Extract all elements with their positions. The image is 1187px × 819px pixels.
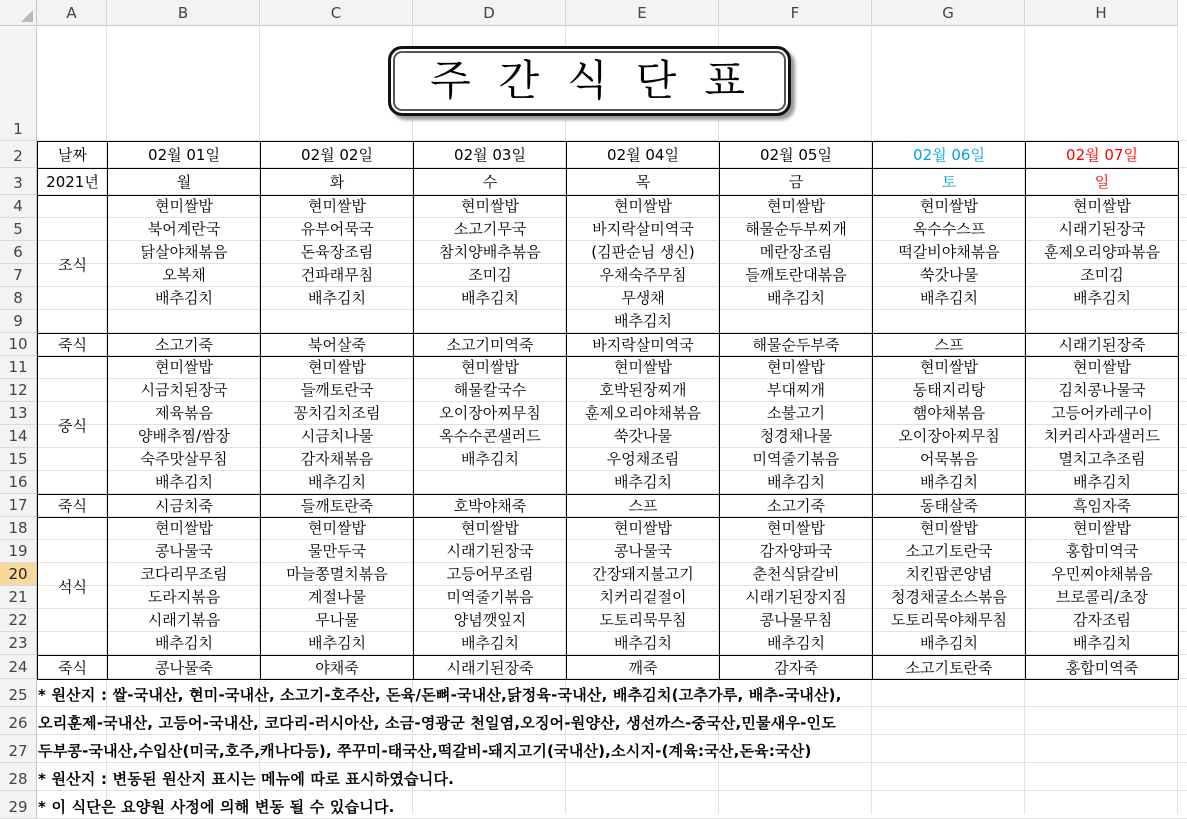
row-number: 25 xyxy=(8,686,28,704)
column-header-g[interactable]: G xyxy=(872,0,1025,26)
breakfast-item[interactable]: 우채숙주무침 xyxy=(599,266,687,284)
porridge2-item[interactable]: 들깨토란죽 xyxy=(260,494,414,518)
row-number: 15 xyxy=(8,450,28,468)
breakfast-item[interactable]: 현미쌀밥 xyxy=(461,197,519,215)
porridge1-item[interactable]: 시래기된장죽 xyxy=(1025,333,1179,357)
gridline-h xyxy=(37,734,1187,735)
lunch-item[interactable]: 김치콩나물국 xyxy=(1058,381,1146,399)
lunch-label-cell[interactable]: 중식 xyxy=(37,356,108,495)
weekday-cell-5[interactable]: 금 xyxy=(719,168,873,196)
lunch-item[interactable]: 햄야채볶음 xyxy=(912,404,986,422)
lunch-item[interactable]: 호박된장찌개 xyxy=(599,381,687,399)
date-cell-2[interactable]: 02월 02일 xyxy=(260,141,414,169)
dinner-item[interactable]: 양념깻잎지 xyxy=(453,611,527,629)
dinner-item[interactable]: 시래기된장국 xyxy=(446,542,534,560)
breakfast-item[interactable]: 배추김치 xyxy=(1073,289,1131,307)
dinner-item[interactable]: 무나물 xyxy=(315,611,359,629)
row-number: 2 xyxy=(13,147,23,165)
lunch-item[interactable]: 제육볶음 xyxy=(155,404,213,422)
row-number: 13 xyxy=(8,404,28,422)
porridge2-item[interactable]: 스프 xyxy=(566,494,720,518)
breakfast-item[interactable]: 시래기된장국 xyxy=(1058,220,1146,238)
dinner-item[interactable]: 고등어무조림 xyxy=(446,565,534,583)
breakfast-item[interactable]: 배추김치 xyxy=(767,289,825,307)
lunch-item[interactable]: 배추김치 xyxy=(155,473,213,491)
column-header-b[interactable]: B xyxy=(107,0,260,26)
row-header-21[interactable] xyxy=(0,586,37,609)
breakfast-item[interactable]: 배추김치 xyxy=(155,289,213,307)
row-header-18[interactable] xyxy=(0,517,37,540)
breakfast-item[interactable]: 배추김치 xyxy=(461,289,519,307)
row-header-4[interactable] xyxy=(0,195,37,218)
row-number: 10 xyxy=(8,335,28,353)
breakfast-item[interactable]: 해물순두부찌개 xyxy=(745,220,847,238)
lunch-item[interactable]: 현미쌀밥 xyxy=(920,358,978,376)
row-header-8[interactable] xyxy=(0,287,37,310)
lunch-item[interactable]: 고등어카레구이 xyxy=(1051,404,1153,422)
row-number: 7 xyxy=(13,266,23,284)
dinner-item[interactable]: 현미쌀밥 xyxy=(614,519,672,537)
row-number: 24 xyxy=(8,658,28,676)
lunch-item[interactable]: 현미쌀밥 xyxy=(461,358,519,376)
dinner-item[interactable]: 시래기된장지짐 xyxy=(745,588,847,606)
lunch-item[interactable]: 배추김치 xyxy=(308,473,366,491)
row-header-1[interactable] xyxy=(0,27,37,141)
row-header-20[interactable] xyxy=(0,563,37,586)
lunch-item[interactable]: 우엉채조림 xyxy=(606,450,680,468)
row-number: 8 xyxy=(13,289,23,307)
dinner-item[interactable]: 브로콜리/초장 xyxy=(1056,588,1148,606)
row-number: 19 xyxy=(8,542,28,560)
lunch-item[interactable]: 해물칼국수 xyxy=(453,381,527,399)
row-number: 1 xyxy=(13,120,23,138)
breakfast-item[interactable]: 쑥갓나물 xyxy=(920,266,978,284)
row-number: 18 xyxy=(8,519,28,537)
lunch-item[interactable]: 현미쌀밥 xyxy=(155,358,213,376)
row-header-24[interactable] xyxy=(0,655,37,679)
change-notice: * 이 식단은 요양원 사정에 의해 변동 될 수 있습니다. xyxy=(38,798,395,816)
dinner-item[interactable]: 콩나물무침 xyxy=(759,611,833,629)
breakfast-item[interactable]: 배추김치 xyxy=(308,289,366,307)
dinner-item[interactable]: 배추김치 xyxy=(920,634,978,652)
row-number: 11 xyxy=(8,358,28,376)
row-header-9[interactable] xyxy=(0,310,37,333)
row-number: 20 xyxy=(8,565,28,583)
origin-note-2: 오리훈제-국내산, 고등어-국내산, 코다리-러시아산, 소금-영광군 천일염,오징어-원양산, 생선까스-중국산,민물새우-인도 xyxy=(38,714,836,732)
column-header-h[interactable]: H xyxy=(1025,0,1178,26)
lunch-item[interactable]: 숙주맛살무침 xyxy=(140,450,228,468)
lunch-item[interactable]: 현미쌀밥 xyxy=(614,358,672,376)
lunch-item[interactable]: 치커리사과샐러드 xyxy=(1044,427,1160,445)
row-header-12[interactable] xyxy=(0,379,37,402)
row-header-27[interactable] xyxy=(0,735,37,763)
lunch-item[interactable]: 현미쌀밥 xyxy=(1073,358,1131,376)
porridge2-item[interactable]: 흑임자죽 xyxy=(1025,494,1179,518)
gridline-h xyxy=(37,706,1187,707)
porridge3-label-cell[interactable]: 죽식 xyxy=(37,655,108,680)
weekday-cell-1[interactable]: 월 xyxy=(107,168,261,196)
lunch-item[interactable]: 배추김치 xyxy=(767,473,825,491)
lunch-item[interactable]: 멸치고추조림 xyxy=(1058,450,1146,468)
porridge3-item[interactable]: 콩나물죽 xyxy=(107,655,261,680)
lunch-item[interactable]: 청경채나물 xyxy=(759,427,833,445)
row-header-7[interactable] xyxy=(0,264,37,287)
porridge1-item[interactable]: 소고기미역죽 xyxy=(413,333,567,357)
row-header-19[interactable] xyxy=(0,540,37,563)
dinner-item[interactable]: 배추김치 xyxy=(614,634,672,652)
lunch-item[interactable]: 배추김치 xyxy=(920,473,978,491)
porridge3-item[interactable]: 깨죽 xyxy=(566,655,720,680)
lunch-item[interactable]: 감자채볶음 xyxy=(300,450,374,468)
porridge3-item[interactable]: 야채죽 xyxy=(260,655,414,680)
row-header-16[interactable] xyxy=(0,471,37,494)
origin-note-3: 두부콩-국내산,수입산(미국,호주,캐나다등), 쭈꾸미-태국산,떡갈비-돼지고기(국내산),소시지-(계육:국산,돈육:국산) xyxy=(38,742,812,760)
breakfast-item[interactable] xyxy=(872,310,1026,334)
breakfast-item[interactable]: 북어계란국 xyxy=(147,220,221,238)
porridge1-item[interactable]: 해물순두부죽 xyxy=(719,333,873,357)
row-header-13[interactable] xyxy=(0,402,37,425)
row-number: 22 xyxy=(8,611,28,629)
breakfast-item[interactable] xyxy=(719,310,873,334)
dinner-item[interactable]: 현미쌀밥 xyxy=(767,519,825,537)
breakfast-item[interactable]: 현미쌀밥 xyxy=(920,197,978,215)
breakfast-item[interactable]: (김판순님 생신) xyxy=(591,243,695,261)
gridline-h xyxy=(37,790,1187,791)
porridge2-item[interactable]: 시금치죽 xyxy=(107,494,261,518)
breakfast-item[interactable]: 배추김치 xyxy=(614,312,672,330)
lunch-item[interactable]: 시금치된장국 xyxy=(140,381,228,399)
breakfast-item[interactable]: 옥수수스프 xyxy=(912,220,986,238)
lunch-item[interactable]: 배추김치 xyxy=(1073,473,1131,491)
lunch-item[interactable]: 훈제오리야채볶음 xyxy=(585,404,701,422)
row-number: 26 xyxy=(8,714,28,732)
lunch-item[interactable]: 들깨토란국 xyxy=(300,381,374,399)
breakfast-item[interactable]: 오복채 xyxy=(162,266,206,284)
column-headers xyxy=(0,0,1187,27)
lunch-item[interactable]: 꽁치김치조림 xyxy=(293,404,381,422)
porridge2-item[interactable]: 동태살죽 xyxy=(872,494,1026,518)
page-title: 주간식단표 xyxy=(430,56,773,105)
row-number: 14 xyxy=(8,427,28,445)
dinner-item[interactable]: 춘천식닭갈비 xyxy=(752,565,840,583)
breakfast-item[interactable]: 현미쌀밥 xyxy=(767,197,825,215)
porridge3-item[interactable]: 소고기토란죽 xyxy=(872,655,1026,680)
row-header-15[interactable] xyxy=(0,448,37,471)
row-number: 4 xyxy=(13,197,23,215)
column-header-c[interactable]: C xyxy=(260,0,413,26)
weekday-cell-3[interactable]: 수 xyxy=(413,168,567,196)
porridge2-item[interactable]: 호박야채죽 xyxy=(413,494,567,518)
dinner-item[interactable]: 치커리겉절이 xyxy=(599,588,687,606)
row-header-28[interactable] xyxy=(0,763,37,791)
lunch-item[interactable]: 소불고기 xyxy=(767,404,825,422)
row-number: 21 xyxy=(8,588,28,606)
dinner-item[interactable]: 미역줄기볶음 xyxy=(446,588,534,606)
dinner-item[interactable]: 배추김치 xyxy=(155,634,213,652)
dinner-item[interactable]: 배추김치 xyxy=(308,634,366,652)
breakfast-item[interactable]: 조미김 xyxy=(468,266,512,284)
row-header-23[interactable] xyxy=(0,632,37,655)
lunch-item[interactable]: 배추김치 xyxy=(461,450,519,468)
dinner-item[interactable]: 치킨팝콘양념 xyxy=(905,565,993,583)
row-header-3[interactable] xyxy=(0,168,37,195)
row-number: 17 xyxy=(8,496,28,514)
row-number: 9 xyxy=(13,312,23,330)
breakfast-item[interactable]: 현미쌀밥 xyxy=(1073,197,1131,215)
origin-note-4: * 원산지 : 변동된 원산지 표시는 메뉴에 따로 표시하였습니다. xyxy=(38,770,455,788)
row-number: 29 xyxy=(8,798,28,816)
lunch-item[interactable]: 현미쌀밥 xyxy=(308,358,366,376)
origin-note-1: * 원산지 : 쌀-국내산, 현미-국내산, 소고기-호주산, 돈육/돈뼈-국내산,닭정육-국내산, 배추김치(고추가루, 배추-국내산), xyxy=(38,686,842,704)
column-header-a[interactable]: A xyxy=(37,0,107,26)
lunch-item[interactable]: 오이장아찌무침 xyxy=(898,427,1000,445)
lunch-item[interactable]: 시금치나물 xyxy=(300,427,374,445)
dinner-item[interactable]: 도라지볶음 xyxy=(147,588,221,606)
breakfast-item[interactable]: 현미쌀밥 xyxy=(155,197,213,215)
date-cell-6[interactable]: 02월 06일 xyxy=(872,141,1026,169)
dinner-item[interactable]: 현미쌀밥 xyxy=(1073,519,1131,537)
breakfast-item[interactable]: 현미쌀밥 xyxy=(614,197,672,215)
gridline-h xyxy=(37,762,1187,763)
row-number: 23 xyxy=(8,634,28,652)
lunch-item[interactable]: 배추김치 xyxy=(614,473,672,491)
row-header-29[interactable] xyxy=(0,791,37,819)
dinner-item[interactable]: 물만두국 xyxy=(308,542,366,560)
lunch-item[interactable]: 동태지리탕 xyxy=(912,381,986,399)
date-cell-3[interactable]: 02월 03일 xyxy=(413,141,567,169)
column-header-e[interactable]: E xyxy=(566,0,719,26)
weekday-cell-6[interactable]: 토 xyxy=(872,168,1026,196)
row-number: 16 xyxy=(8,473,28,491)
breakfast-item[interactable] xyxy=(413,310,567,334)
row-header-11[interactable] xyxy=(0,356,37,379)
row-number: 12 xyxy=(8,381,28,399)
date-cell-1[interactable]: 02월 01일 xyxy=(107,141,261,169)
row-header-14[interactable] xyxy=(0,425,37,448)
row-header-2[interactable] xyxy=(0,141,37,168)
column-header-d[interactable]: D xyxy=(413,0,566,26)
row-header-17[interactable] xyxy=(0,494,37,517)
breakfast-item[interactable]: 돈육장조림 xyxy=(300,243,374,261)
breakfast-item[interactable]: 닭살야채볶음 xyxy=(140,243,228,261)
lunch-item[interactable]: 쑥갓나물 xyxy=(614,427,672,445)
breakfast-item[interactable] xyxy=(260,310,414,334)
row-number: 5 xyxy=(13,220,23,238)
dinner-item[interactable]: 감자조림 xyxy=(1073,611,1131,629)
porridge2-label-cell[interactable]: 죽식 xyxy=(37,494,108,518)
weekday-cell-7[interactable]: 일 xyxy=(1025,168,1179,196)
row-number: 28 xyxy=(8,770,28,788)
dinner-item[interactable]: 도토리묵무침 xyxy=(599,611,687,629)
date-cell-5[interactable]: 02월 05일 xyxy=(719,141,873,169)
breakfast-item[interactable]: 참치양배추볶음 xyxy=(439,243,541,261)
porridge3-item[interactable]: 시래기된장죽 xyxy=(413,655,567,680)
porridge3-item[interactable]: 감자죽 xyxy=(719,655,873,680)
dinner-item[interactable]: 소고기토란국 xyxy=(905,542,993,560)
porridge1-item[interactable]: 바지락살미역국 xyxy=(566,333,720,357)
lunch-item[interactable]: 부대찌개 xyxy=(767,381,825,399)
lunch-item[interactable]: 옥수수콘샐러드 xyxy=(439,427,541,445)
row-header-6[interactable] xyxy=(0,241,37,264)
dinner-item[interactable]: 홍합미역국 xyxy=(1065,542,1139,560)
breakfast-item[interactable]: 유부어묵국 xyxy=(300,220,374,238)
porridge2-item[interactable]: 소고기죽 xyxy=(719,494,873,518)
porridge3-item[interactable]: 홍합미역죽 xyxy=(1025,655,1179,680)
dinner-item[interactable]: 배추김치 xyxy=(461,634,519,652)
lunch-item[interactable]: 어묵볶음 xyxy=(920,450,978,468)
lunch-item[interactable]: 양배추찜/쌈장 xyxy=(138,427,230,445)
breakfast-item[interactable] xyxy=(1025,310,1179,334)
lunch-item[interactable] xyxy=(413,471,567,495)
dinner-item[interactable]: 배추김치 xyxy=(767,634,825,652)
date-cell-7[interactable]: 02월 07일 xyxy=(1025,141,1179,169)
dinner-item[interactable]: 배추김치 xyxy=(1073,634,1131,652)
porridge1-item[interactable]: 스프 xyxy=(872,333,1026,357)
title-box[interactable] xyxy=(388,46,791,116)
row-header-26[interactable] xyxy=(0,707,37,735)
row-number: 6 xyxy=(13,243,23,261)
breakfast-item[interactable]: 현미쌀밥 xyxy=(308,197,366,215)
breakfast-item[interactable]: 메란장조림 xyxy=(759,243,833,261)
lunch-item[interactable]: 미역줄기볶음 xyxy=(752,450,840,468)
breakfast-item[interactable]: 소고기무국 xyxy=(453,220,527,238)
date-cell-4[interactable]: 02월 04일 xyxy=(566,141,720,169)
breakfast-item[interactable]: 배추김치 xyxy=(920,289,978,307)
dinner-item[interactable]: 현미쌀밥 xyxy=(308,519,366,537)
row-header-10[interactable] xyxy=(0,333,37,356)
dinner-item[interactable]: 시래기볶음 xyxy=(147,611,221,629)
column-header-f[interactable]: F xyxy=(719,0,872,26)
dinner-item[interactable]: 현미쌀밥 xyxy=(155,519,213,537)
row-number: 27 xyxy=(8,742,28,760)
porridge1-label-cell[interactable]: 죽식 xyxy=(37,333,108,357)
dinner-item[interactable]: 콩나물국 xyxy=(155,542,213,560)
row-header-22[interactable] xyxy=(0,609,37,632)
lunch-item[interactable]: 오이장아찌무침 xyxy=(439,404,541,422)
lunch-item[interactable]: 현미쌀밥 xyxy=(767,358,825,376)
breakfast-item[interactable]: 들깨토란대볶음 xyxy=(745,266,847,284)
breakfast-item[interactable]: 조미김 xyxy=(1080,266,1124,284)
dinner-item[interactable]: 코다리무조림 xyxy=(140,565,228,583)
dinner-item[interactable]: 감자양파국 xyxy=(759,542,833,560)
porridge1-item[interactable]: 소고기죽 xyxy=(107,333,261,357)
weekday-cell-4[interactable]: 목 xyxy=(566,168,720,196)
breakfast-item[interactable]: 무생채 xyxy=(621,289,665,307)
breakfast-item[interactable]: 훈제오리양파볶음 xyxy=(1044,243,1160,261)
dinner-item[interactable]: 콩나물국 xyxy=(614,542,672,560)
row-header-25[interactable] xyxy=(0,679,37,707)
breakfast-item[interactable] xyxy=(107,310,261,334)
row-number: 3 xyxy=(13,174,23,192)
dinner-item[interactable]: 간장돼지불고기 xyxy=(592,565,694,583)
date-label-cell[interactable]: 날짜 xyxy=(37,141,108,169)
year-label-cell[interactable]: 2021년 xyxy=(37,168,108,196)
breakfast-item[interactable]: 건파래무침 xyxy=(300,266,374,284)
dinner-item[interactable]: 청경채굴소스볶음 xyxy=(891,588,1007,606)
weekday-cell-2[interactable]: 화 xyxy=(260,168,414,196)
dinner-label-cell[interactable]: 석식 xyxy=(37,517,108,656)
porridge1-item[interactable]: 북어살죽 xyxy=(260,333,414,357)
breakfast-label-cell[interactable]: 조식 xyxy=(37,195,108,334)
dinner-item[interactable]: 우민찌야채볶음 xyxy=(1051,565,1153,583)
dinner-item[interactable]: 현미쌀밥 xyxy=(920,519,978,537)
breakfast-item[interactable]: 떡갈비야채볶음 xyxy=(898,243,1000,261)
dinner-item[interactable]: 계절나물 xyxy=(308,588,366,606)
breakfast-item[interactable]: 바지락살미역국 xyxy=(592,220,694,238)
dinner-item[interactable]: 현미쌀밥 xyxy=(461,519,519,537)
dinner-item[interactable]: 마늘쫑멸치볶음 xyxy=(286,565,388,583)
row-header-5[interactable] xyxy=(0,218,37,241)
dinner-item[interactable]: 도토리묵야채무침 xyxy=(891,611,1007,629)
